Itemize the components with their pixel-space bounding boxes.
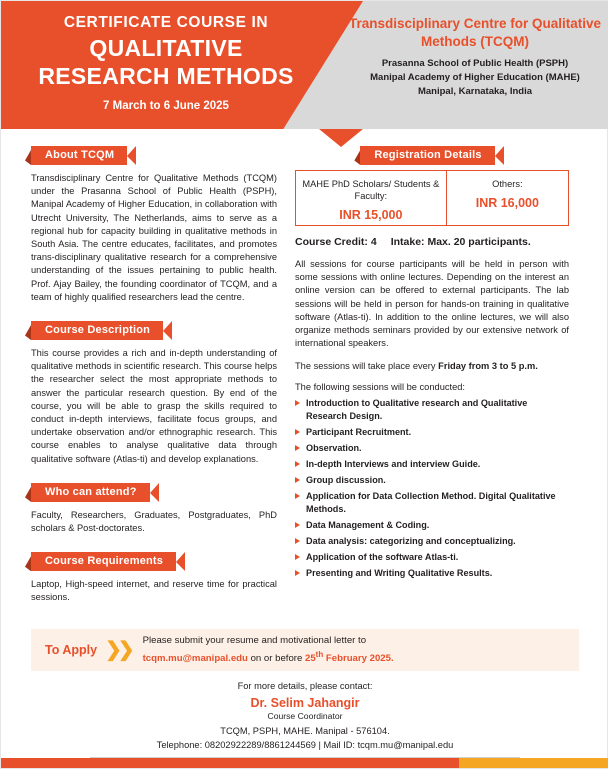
course-requirements-body: Laptop, High-speed internet, and reserve time for practical sessions. — [31, 579, 277, 603]
list-item: Participant Recruitment. — [295, 426, 569, 439]
org-name: Transdisciplinary Centre for Qualitative Methods (TCQM) — [348, 16, 602, 49]
course-requirements-heading — [31, 551, 277, 570]
ribbon-tail — [25, 556, 31, 571]
footer-address: TCQM, PSPH, MAHE. Manipal - 576104. — [220, 726, 390, 736]
course-requirements-heading-label: Course Requirements — [45, 555, 164, 568]
registration-tier-mahe-label: MAHE PhD Scholars/ Students & Faculty: — [302, 179, 440, 201]
course-description-heading — [31, 320, 277, 339]
footer-color-strip — [1, 758, 608, 768]
who-can-attend-heading-label: Who can attend? — [45, 485, 137, 498]
org-affiliation-2: Manipal Academy of Higher Education (MAHE) — [370, 72, 580, 83]
flyer-header — [1, 1, 608, 129]
registration-fee-box — [295, 170, 569, 226]
chevron-right-icon: ❯❯ — [105, 639, 131, 661]
list-item: Application of the software Atlas-ti. — [295, 551, 569, 564]
registration-heading-label: Registration Details — [374, 149, 482, 161]
sessions-list-title: The following sessions will be conducted: — [295, 382, 466, 393]
apply-text-prefix: Please submit your resume and motivational letter to — [142, 635, 367, 647]
apply-deadline-suffix: th — [315, 649, 324, 659]
schedule-time: Friday from 3 to 5 p.m. — [438, 361, 538, 372]
header-org-block — [341, 15, 608, 99]
who-can-attend-body: Faculty, Researchers, Graduates, Postgraduates, PhD scholars & Post-doctorates. — [31, 509, 277, 534]
list-item: Data analysis: categorizing and conceptualizing. — [295, 535, 569, 548]
flyer-body — [1, 129, 607, 621]
course-dates: 7 March to 6 June 2025 — [103, 100, 229, 112]
registration-heading — [295, 145, 569, 164]
apply-email[interactable]: tcqm.mu@manipal.edu — [142, 653, 248, 665]
about-heading — [31, 145, 277, 164]
list-item: Observation. — [295, 442, 569, 455]
org-affiliation-3: Manipal, Karnataka, India — [417, 86, 533, 97]
left-column — [31, 145, 277, 621]
about-heading-label: About TCQM — [45, 149, 115, 161]
header-triangle-orange — [319, 129, 363, 147]
apply-deadline-day: 25 — [305, 653, 316, 665]
apply-deadline-month: February 2025. — [325, 653, 394, 665]
course-description-body: This course provides a rich and in-depth understanding of qualitative methods in scientific research. This course helps the researcher select the most appropriate methods to answer the particular research question. By end of the course, you will be able to grasp the skills required to conduct in-depth interviews, facilitate focus groups, and undertake observation and/or ethnographic research. This course enables to analyse qualitative data through qualitative software (Atlas-ti) and develop explanations. — [31, 348, 277, 464]
course-credit: Course Credit: 4 — [295, 236, 377, 248]
registration-tier-others — [446, 171, 568, 225]
right-column — [295, 145, 569, 621]
list-item: Group discussion. — [295, 474, 569, 487]
who-can-attend-heading — [31, 482, 277, 501]
apply-label: To Apply — [45, 643, 98, 657]
ribbon-tail — [25, 487, 31, 502]
course-title-line2: RESEARCH METHODS — [38, 63, 294, 89]
registration-tier-mahe — [296, 171, 446, 225]
apply-bar — [31, 629, 579, 671]
header-title-block — [1, 13, 331, 112]
flyer-footer — [31, 681, 579, 758]
list-item: Presenting and Writing Qualitative Results. — [295, 567, 569, 580]
coordinator-name: Dr. Selim Jahangir — [250, 696, 360, 710]
footer-contact: Telephone: 08202922289/8861244569 | Mail ID: tcqm.mu@manipal.edu — [156, 740, 454, 750]
about-body: Transdisciplinary Centre for Qualitative Methods (TCQM) under the Prasanna School of Public Health (PSPH), Manipal Academy of Higher Education, in collaboration with Utrecht University, The Netherlands, aims to serve as a regional hub for capacity building in qualitative methods in South Asia. The centre educates, facilitates, and promotes trans-disciplinary qualitative research for a comprehensive understanding of the issues pertaining to public health. Prof. Ajay Bailey, the founding coordinator of TCQM, and a team of highly qualified researchers lead the centre. — [31, 173, 277, 302]
course-intake: Intake: Max. 20 participants. — [390, 236, 531, 248]
list-item: In-depth Interviews and interview Guide. — [295, 458, 569, 471]
ribbon-tail — [25, 150, 31, 165]
org-affiliation-1: Prasanna School of Public Health (PSPH) — [381, 58, 569, 69]
schedule-prefix: The sessions will take place every — [295, 361, 439, 372]
list-item: Data Management & Coding. — [295, 519, 569, 532]
course-kicker: CERTIFICATE COURSE IN — [63, 14, 269, 31]
sessions-note: All sessions for course participants will be held in person with some sessions with online lectures. Depending on the interest an online version can be offered to external participants. The lab sessions will be held in person for hands-on training in qualitative software (Atlas-ti). In addition to the online lectures, we will also organize methods seminars provided by our extensive network of international speakers. — [295, 259, 569, 349]
footer-intro: For more details, please contact: — [237, 681, 373, 691]
course-description-heading-label: Course Description — [45, 324, 151, 337]
coordinator-role: Course Coordinator — [267, 711, 343, 721]
ribbon-tail — [25, 325, 31, 340]
sessions-list — [295, 397, 569, 580]
apply-instructions — [143, 634, 394, 665]
course-credit-row — [295, 236, 569, 248]
schedule-line — [295, 360, 569, 373]
registration-tier-mahe-amount: INR 15,000 — [339, 208, 403, 222]
registration-tier-others-amount: INR 16,000 — [475, 196, 539, 210]
ribbon-tail — [354, 150, 360, 165]
apply-text-mid: on or before — [250, 653, 303, 665]
list-item: Introduction to Qualitative research and Qualitative Research Design. — [295, 397, 569, 422]
list-item: Application for Data Collection Method. Digital Qualitative Methods. — [295, 490, 569, 515]
registration-tier-others-label: Others: — [492, 179, 523, 189]
course-title-line1: QUALITATIVE — [89, 35, 243, 61]
